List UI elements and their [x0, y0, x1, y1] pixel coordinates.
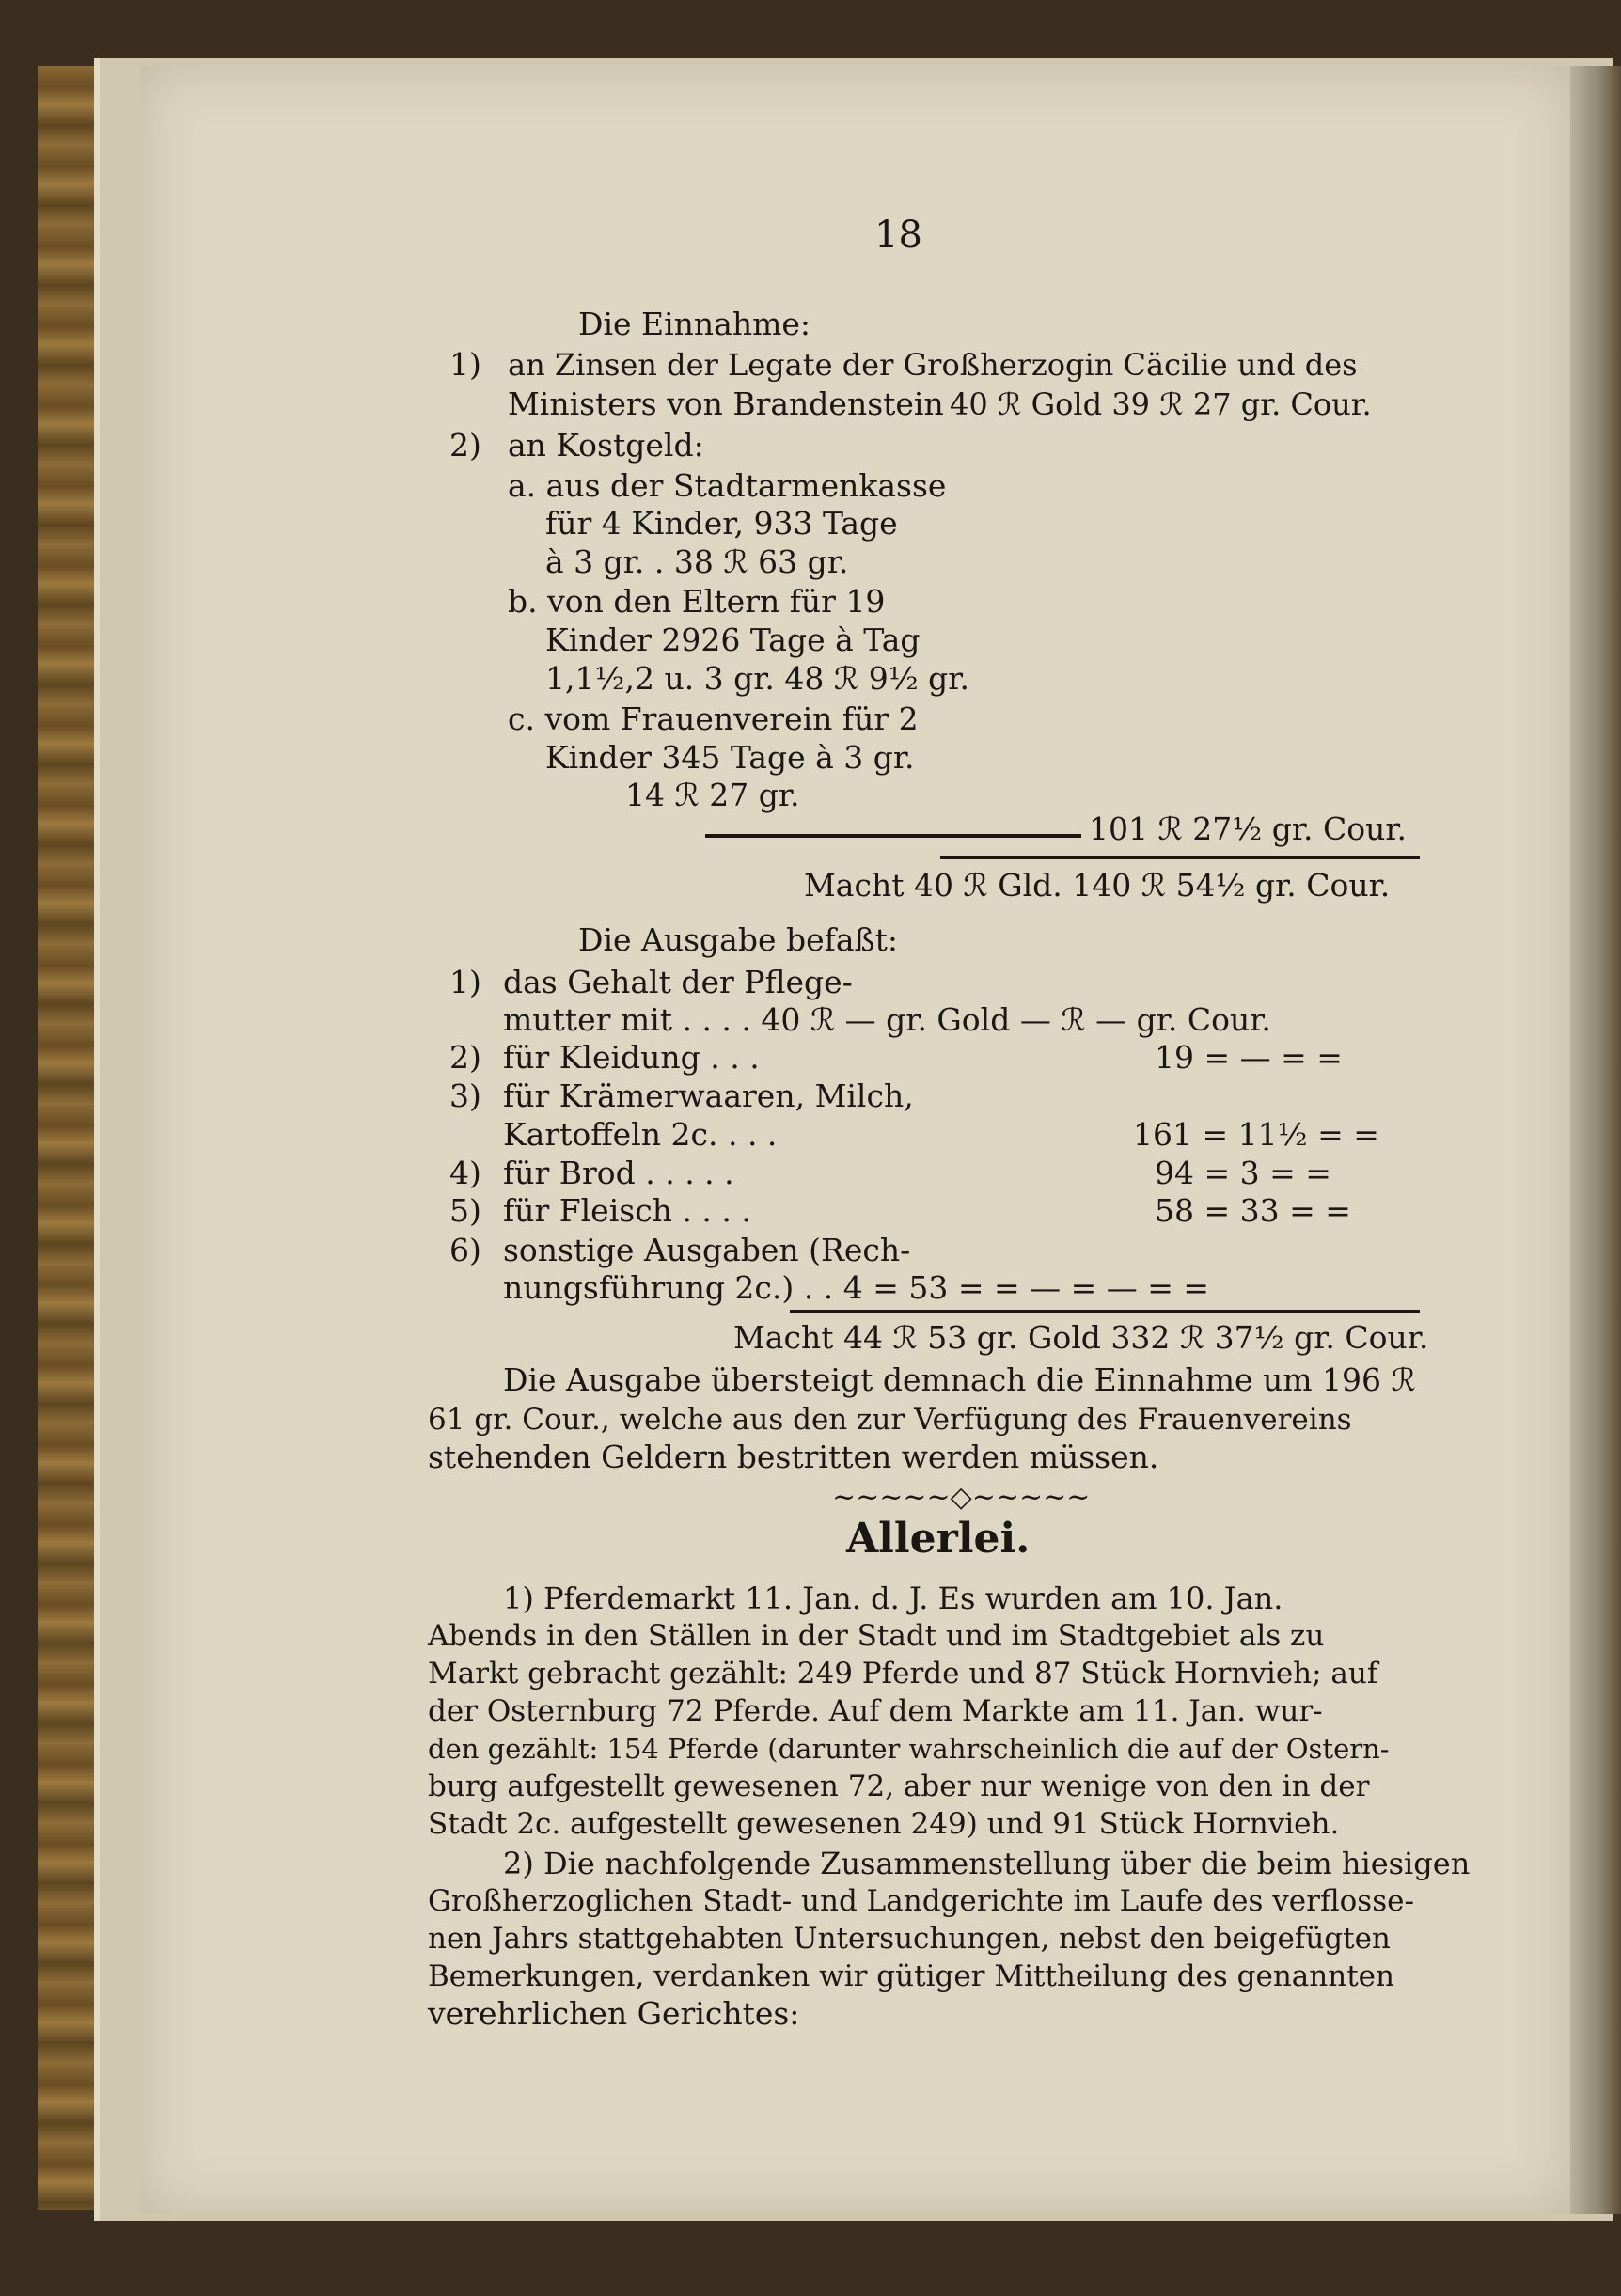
- conclusion-line: Die Ausgabe übersteigt demnach die Einnahme um 196 ℛ: [503, 1361, 1416, 1398]
- income-item-text: an Kostgeld:: [508, 427, 704, 464]
- expense-item-text: mutter mit . . . . 40 ℛ — gr. Gold — ℛ — gr. Cour.: [503, 1001, 1271, 1038]
- income-heading: Die Einnahme:: [578, 306, 811, 342]
- expense-item-number: 1): [449, 964, 481, 1000]
- expense-item-text: sonstige Ausgaben (Rech-: [503, 1232, 911, 1268]
- body-line: Abends in den Ställen in der Stadt und im Stadtgebiet als zu: [428, 1619, 1325, 1653]
- income-subitem: 1,1½,2 u. 3 gr. 48 ℛ 9½ gr.: [545, 660, 969, 697]
- income-item-amount: 40 ℛ Gold 39 ℛ 27 gr. Cour.: [950, 386, 1372, 422]
- page-number: 18: [874, 213, 922, 257]
- sum-rule: [705, 834, 1081, 838]
- body-line: 2) Die nachfolgende Zusammenstellung über die beim hiesigen: [503, 1846, 1471, 1881]
- income-subitem: b. von den Eltern für 19: [508, 583, 886, 620]
- income-item-number: 2): [449, 427, 481, 464]
- conclusion-line: stehenden Geldern bestritten werden müssen.: [428, 1439, 1159, 1475]
- expense-item-label: Kartoffeln 2c. . . .: [503, 1116, 778, 1153]
- expense-item-number: 3): [449, 1077, 481, 1114]
- income-subitem: à 3 gr. . 38 ℛ 63 gr.: [545, 543, 849, 580]
- body-line: 1) Pferdemarkt 11. Jan. d. J. Es wurden am 10. Jan.: [503, 1580, 1283, 1616]
- expense-item-number: 2): [449, 1039, 481, 1076]
- expense-item-number: 6): [449, 1232, 481, 1268]
- expense-item-amount: 161 = 11½ = =: [1133, 1116, 1379, 1153]
- expense-item-number: 5): [449, 1192, 481, 1229]
- income-subitem: für 4 Kinder, 933 Tage: [545, 505, 898, 542]
- body-line: den gezählt: 154 Pferde (darunter wahrscheinlich die auf der Ostern-: [428, 1733, 1390, 1765]
- expense-item-label: für Kleidung . . .: [503, 1039, 760, 1076]
- income-subitem: c. vom Frauenverein für 2: [508, 700, 919, 737]
- expense-item-amount: 58 = 33 = =: [1155, 1192, 1351, 1229]
- expense-item-label: für Fleisch . . . .: [503, 1192, 751, 1229]
- income-subitem: a. aus der Stadtarmenkasse: [508, 467, 947, 504]
- conclusion-line: 61 gr. Cour., welche aus den zur Verfügung des Frauenvereins: [428, 1403, 1352, 1437]
- expense-item-label: für Brod . . . . .: [503, 1155, 734, 1191]
- expense-item-amount: 19 = — = =: [1155, 1039, 1343, 1076]
- expense-total: Macht 44 ℛ 53 gr. Gold 332 ℛ 37½ gr. Cour.: [733, 1319, 1429, 1356]
- body-line: Markt gebracht gezählt: 249 Pferde und 87 Stück Hornvieh; auf: [428, 1657, 1378, 1691]
- expense-item-number: 4): [449, 1155, 481, 1191]
- expense-item-text: für Krämerwaaren, Milch,: [503, 1077, 914, 1114]
- section-title: Allerlei.: [846, 1515, 1031, 1563]
- income-subitem: Kinder 345 Tage à 3 gr.: [545, 739, 915, 776]
- expense-item-text: das Gehalt der Pflege-: [503, 964, 853, 1000]
- sum-rule: [790, 1310, 1420, 1313]
- body-line: burg aufgestellt gewesenen 72, aber nur wenige von den in der: [428, 1769, 1370, 1803]
- income-total: Macht 40 ℛ Gld. 140 ℛ 54½ gr. Cour.: [804, 867, 1391, 904]
- income-subtotal: 101 ℛ 27½ gr. Cour.: [1089, 810, 1408, 847]
- body-line: Stadt 2c. aufgestellt gewesenen 249) und 91 Stück Hornvieh.: [428, 1807, 1340, 1841]
- income-subitem: Kinder 2926 Tage à Tag: [545, 621, 921, 658]
- income-item-text: an Zinsen der Legate der Großherzogin Cäcilie und des: [508, 347, 1358, 383]
- sum-rule: [940, 856, 1420, 859]
- expense-item-amount: 94 = 3 = =: [1155, 1155, 1331, 1191]
- body-line: verehrlichen Gerichtes:: [428, 1995, 800, 2032]
- facing-page-edge: [1570, 66, 1621, 2214]
- expense-heading: Die Ausgabe befaßt:: [578, 921, 898, 958]
- income-item-text: Ministers von Brandenstein: [508, 385, 944, 422]
- body-line: Bemerkungen, verdanken wir gütiger Mittheilung des genannten: [428, 1959, 1394, 1993]
- divider-ornament: ~~~~~◇~~~~~: [832, 1481, 1091, 1514]
- expense-item-text: nungsführung 2c.) . . 4 = 53 = = — = — = =: [503, 1269, 1210, 1306]
- body-line: Großherzoglichen Stadt- und Landgerichte im Laufe des verflosse-: [428, 1884, 1414, 1918]
- body-line: nen Jahrs stattgehabten Untersuchungen, nebst den beigefügten: [428, 1922, 1391, 1956]
- income-subitem: 14 ℛ 27 gr.: [625, 777, 800, 813]
- body-line: der Osternburg 72 Pferde. Auf dem Markte am 11. Jan. wur-: [428, 1694, 1323, 1728]
- income-item-number: 1): [449, 346, 481, 383]
